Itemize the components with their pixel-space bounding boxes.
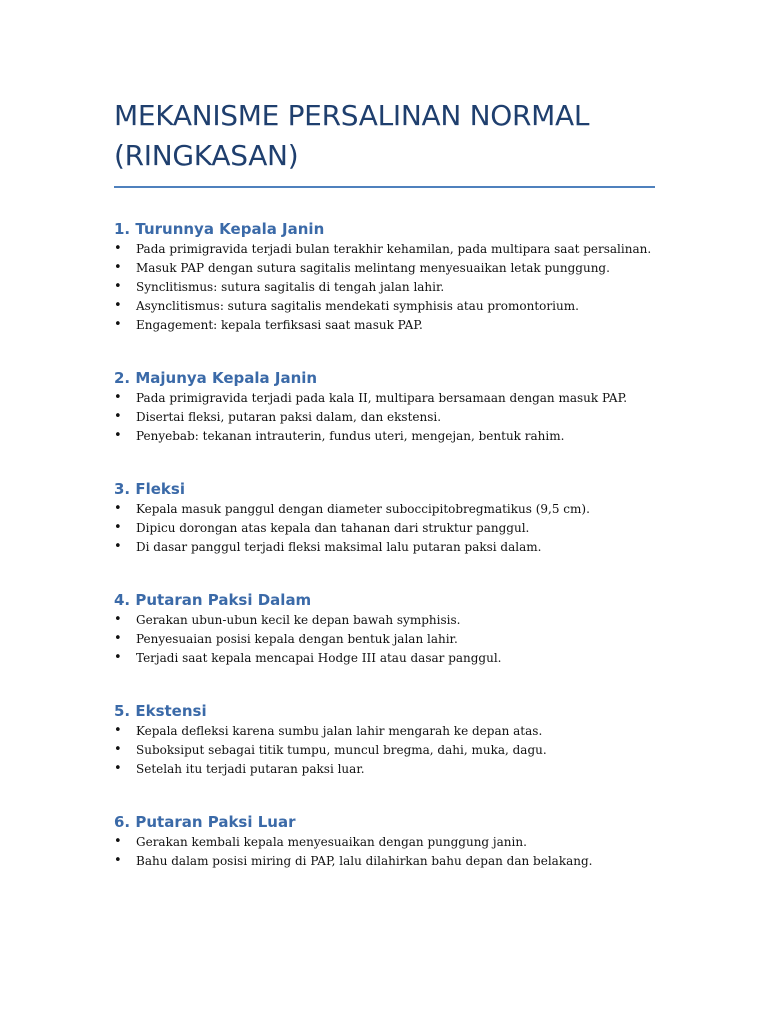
bullet-item: [114, 538, 656, 557]
bullet-item: [114, 760, 656, 779]
bullet-item: [114, 741, 656, 760]
section-heading: 1. Turunnya Kepala Janin: [114, 220, 325, 238]
bullet-dot-icon: •: [114, 520, 122, 535]
bullet-text: Terjadi saat kepala mencapai Hodge III atau dasar panggul.: [136, 651, 502, 665]
bullet-list: [114, 240, 656, 335]
bullet-dot-icon: •: [114, 650, 122, 665]
bullet-dot-icon: •: [114, 409, 122, 424]
bullet-dot-icon: •: [114, 390, 122, 405]
bullet-item: [114, 316, 656, 335]
bullet-item: [114, 852, 656, 871]
bullet-dot-icon: •: [114, 260, 122, 275]
section-2: [114, 367, 656, 446]
bullet-list: [114, 500, 656, 557]
bullet-text: Di dasar panggul terjadi fleksi maksimal lalu putaran paksi dalam.: [136, 540, 542, 554]
bullet-text: Penyesuaian posisi kepala dengan bentuk jalan lahir.: [136, 632, 458, 646]
bullet-item: [114, 240, 656, 259]
bullet-text: Kepala defleksi karena sumbu jalan lahir mengarah ke depan atas.: [136, 724, 543, 738]
bullet-text: Penyebab: tekanan intrauterin, fundus uteri, mengejan, bentuk rahim.: [136, 429, 565, 443]
bullet-text: Engagement: kepala terfiksasi saat masuk PAP.: [136, 318, 423, 332]
bullet-dot-icon: •: [114, 298, 122, 313]
bullet-item: [114, 389, 656, 408]
bullet-item: [114, 630, 656, 649]
bullet-text: Gerakan kembali kepala menyesuaikan dengan punggung janin.: [136, 835, 527, 849]
section-heading: 2. Majunya Kepala Janin: [114, 369, 318, 387]
bullet-dot-icon: •: [114, 723, 122, 738]
bullet-text: Synclitismus: sutura sagitalis di tengah jalan lahir.: [136, 280, 445, 294]
bullet-text: Setelah itu terjadi putaran paksi luar.: [136, 762, 365, 776]
bullet-list: [114, 389, 656, 446]
section-1: [114, 218, 656, 335]
title-line-2: (RINGKASAN): [114, 139, 299, 172]
document-title: [114, 96, 656, 176]
bullet-text: Gerakan ubun-ubun kecil ke depan bawah symphisis.: [136, 613, 461, 627]
title-line-1: MEKANISME PERSALINAN NORMAL: [114, 99, 590, 132]
bullet-dot-icon: •: [114, 761, 122, 776]
bullet-item: [114, 722, 656, 741]
bullet-item: [114, 649, 656, 668]
section-heading: 6. Putaran Paksi Luar: [114, 813, 296, 831]
bullet-text: Disertai fleksi, putaran paksi dalam, dan ekstensi.: [136, 410, 442, 424]
bullet-item: [114, 611, 656, 630]
bullet-list: [114, 833, 656, 871]
section-5: [114, 700, 656, 779]
bullet-dot-icon: •: [114, 853, 122, 868]
bullet-dot-icon: •: [114, 279, 122, 294]
bullet-item: [114, 297, 656, 316]
title-underline: [114, 186, 655, 188]
bullet-dot-icon: •: [114, 834, 122, 849]
bullet-item: [114, 427, 656, 446]
bullet-dot-icon: •: [114, 241, 122, 256]
document-page: [114, 96, 656, 871]
bullet-text: Dipicu dorongan atas kepala dan tahanan dari struktur panggul.: [136, 521, 530, 535]
section-3: [114, 478, 656, 557]
bullet-item: [114, 278, 656, 297]
bullet-list: [114, 611, 656, 668]
bullet-dot-icon: •: [114, 742, 122, 757]
bullet-dot-icon: •: [114, 539, 122, 554]
bullet-text: Pada primigravida terjadi pada kala II, multipara bersamaan dengan masuk PAP.: [136, 391, 628, 405]
section-heading: 5. Ekstensi: [114, 702, 207, 720]
sections-container: [114, 218, 656, 871]
bullet-dot-icon: •: [114, 501, 122, 516]
section-heading: 3. Fleksi: [114, 480, 185, 498]
bullet-item: [114, 259, 656, 278]
bullet-text: Pada primigravida terjadi bulan terakhir kehamilan, pada multipara saat persalinan.: [136, 242, 652, 256]
bullet-text: Asynclitismus: sutura sagitalis mendekati symphisis atau promontorium.: [136, 299, 579, 313]
bullet-item: [114, 408, 656, 427]
bullet-text: Kepala masuk panggul dengan diameter suboccipitobregmatikus (9,5 cm).: [136, 502, 590, 516]
bullet-dot-icon: •: [114, 631, 122, 646]
section-4: [114, 589, 656, 668]
bullet-item: [114, 833, 656, 852]
bullet-text: Masuk PAP dengan sutura sagitalis melintang menyesuaikan letak punggung.: [136, 261, 610, 275]
bullet-list: [114, 722, 656, 779]
bullet-text: Suboksiput sebagai titik tumpu, muncul bregma, dahi, muka, dagu.: [136, 743, 547, 757]
bullet-item: [114, 500, 656, 519]
bullet-item: [114, 519, 656, 538]
bullet-dot-icon: •: [114, 428, 122, 443]
bullet-text: Bahu dalam posisi miring di PAP, lalu dilahirkan bahu depan dan belakang.: [136, 854, 593, 868]
section-6: [114, 811, 656, 871]
bullet-dot-icon: •: [114, 317, 122, 332]
section-heading: 4. Putaran Paksi Dalam: [114, 591, 312, 609]
bullet-dot-icon: •: [114, 612, 122, 627]
